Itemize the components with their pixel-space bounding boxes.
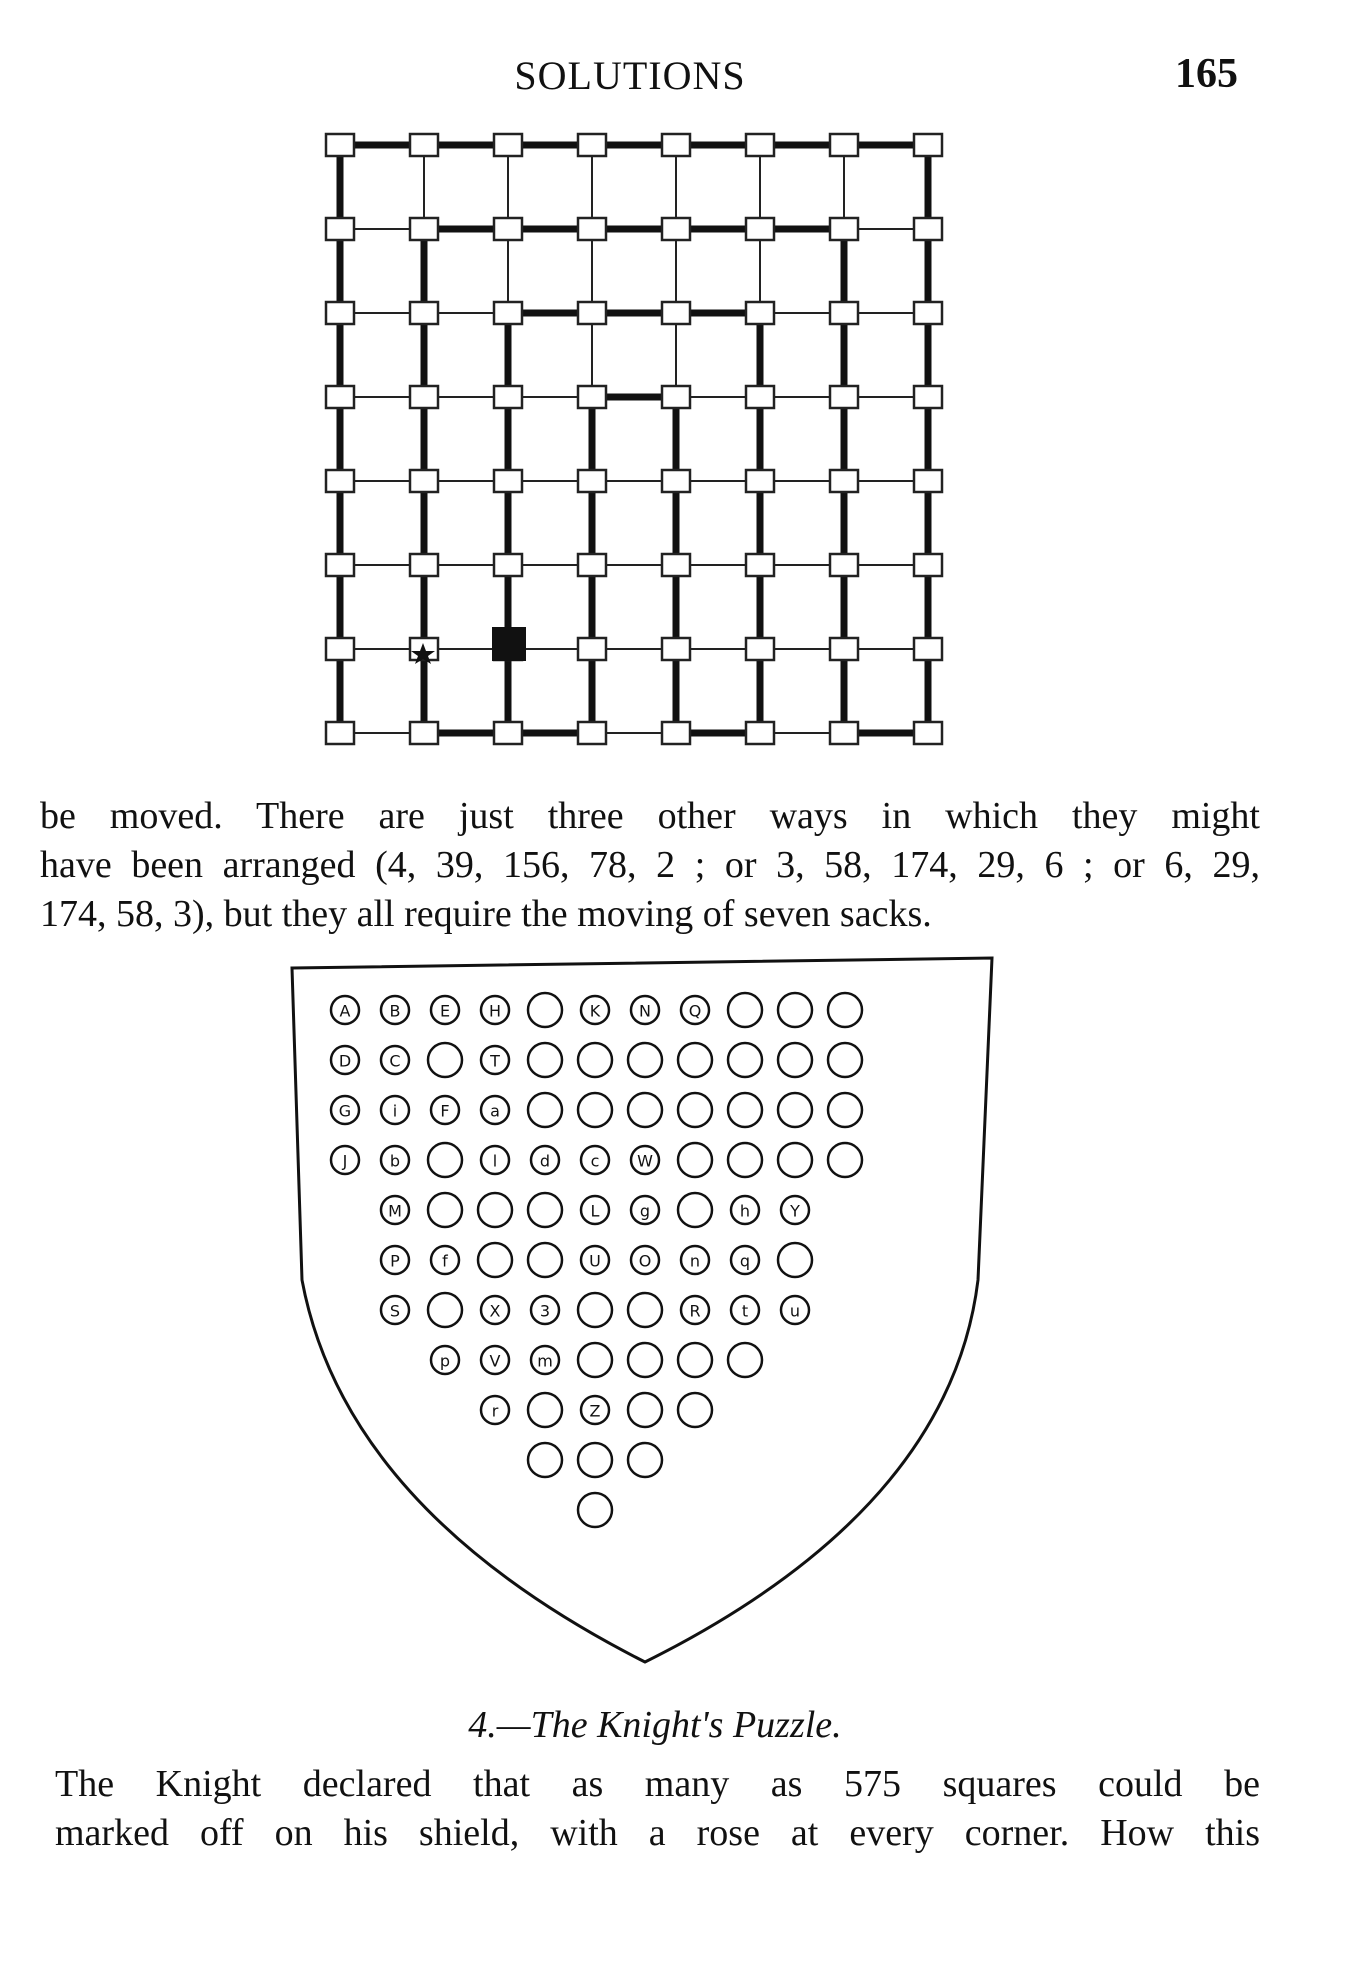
rose-circle <box>578 1293 612 1327</box>
grid-node <box>326 134 354 156</box>
rose <box>381 1246 409 1274</box>
rose-label: t <box>741 1301 749 1321</box>
grid-node <box>326 386 354 408</box>
rose <box>428 1043 462 1077</box>
rose-circle <box>828 993 862 1027</box>
grid-node <box>914 386 942 408</box>
rose-circle <box>628 1443 662 1477</box>
rose-circle <box>728 1343 762 1377</box>
rose-circle <box>528 1443 562 1477</box>
rose <box>578 1093 612 1127</box>
grid-diagram <box>320 125 960 765</box>
rose <box>528 1093 562 1127</box>
rose <box>678 1143 712 1177</box>
rose-label: K <box>589 1001 601 1021</box>
rose <box>731 1296 759 1324</box>
grid-node <box>410 134 438 156</box>
rose <box>728 1043 762 1077</box>
rose <box>528 1443 562 1477</box>
rose <box>781 1196 809 1224</box>
text-line: 174, 58, 3), but they all require the moving of seven sacks. <box>40 893 932 935</box>
text-line: The Knight declared that as many as 575 squares could be <box>55 1763 1260 1805</box>
rose-label: H <box>488 1001 502 1021</box>
rose-label: f <box>442 1251 448 1271</box>
rose <box>481 1146 509 1174</box>
rose <box>778 1043 812 1077</box>
rose-circle <box>628 1093 662 1127</box>
grid-node <box>914 470 942 492</box>
grid-node <box>494 386 522 408</box>
rose-circle <box>678 1043 712 1077</box>
rose <box>481 1046 509 1074</box>
rose <box>631 1246 659 1274</box>
rose-label: h <box>739 1201 751 1221</box>
rose <box>381 1096 409 1124</box>
paragraph-2 <box>55 1760 1260 1858</box>
grid-node <box>494 218 522 240</box>
rose <box>528 1193 562 1227</box>
rose <box>581 1196 609 1224</box>
rose-circle <box>628 1293 662 1327</box>
rose-label: 3 <box>539 1301 551 1321</box>
rose-label: X <box>489 1301 501 1321</box>
grid-node <box>326 218 354 240</box>
rose <box>828 1043 862 1077</box>
rose-circle <box>478 1193 512 1227</box>
rose <box>578 1293 612 1327</box>
rose <box>581 1146 609 1174</box>
grid-node <box>578 134 606 156</box>
grid-node <box>830 218 858 240</box>
rose <box>528 1243 562 1277</box>
grid-node <box>914 722 942 744</box>
rose <box>578 1443 612 1477</box>
grid-node <box>746 722 774 744</box>
rose-circle <box>528 1093 562 1127</box>
rose-circle <box>428 1143 462 1177</box>
rose-circle <box>628 1393 662 1427</box>
rose-label: u <box>789 1301 801 1321</box>
rose-circle <box>528 993 562 1027</box>
grid-node <box>662 554 690 576</box>
rose <box>431 1096 459 1124</box>
rose-label: E <box>439 1001 451 1021</box>
rose-label: a <box>490 1101 500 1121</box>
rose <box>531 1296 559 1324</box>
rose-circle <box>778 993 812 1027</box>
rose <box>428 1143 462 1177</box>
rose <box>428 1293 462 1327</box>
rose <box>728 1143 762 1177</box>
rose <box>528 1043 562 1077</box>
grid-node <box>326 722 354 744</box>
rose <box>331 1096 359 1124</box>
rose-label: n <box>689 1251 701 1271</box>
rose-circle <box>578 1493 612 1527</box>
rose <box>481 1396 509 1424</box>
figure-caption: 4.—The Knight's Puzzle. <box>468 1704 842 1746</box>
rose <box>481 1346 509 1374</box>
rose-label: m <box>537 1351 553 1371</box>
rose-circle <box>428 1193 462 1227</box>
rose <box>431 1246 459 1274</box>
rose <box>581 1396 609 1424</box>
rose <box>431 1346 459 1374</box>
grid-node <box>578 638 606 660</box>
rose <box>331 1146 359 1174</box>
grid-node <box>830 554 858 576</box>
grid-node <box>326 638 354 660</box>
rose <box>428 1193 462 1227</box>
rose <box>778 1143 812 1177</box>
rose <box>628 1343 662 1377</box>
grid-node <box>746 470 774 492</box>
rose <box>778 1243 812 1277</box>
rose-circle <box>678 1193 712 1227</box>
rose-circle <box>528 1393 562 1427</box>
grid-node <box>830 470 858 492</box>
grid-node <box>326 302 354 324</box>
roses <box>331 993 862 1527</box>
grid-node <box>746 302 774 324</box>
rose-circle <box>728 1093 762 1127</box>
grid-node <box>746 554 774 576</box>
rose-label: c <box>590 1151 600 1171</box>
rose-label: F <box>440 1101 450 1121</box>
rose <box>578 1493 612 1527</box>
rose <box>381 996 409 1024</box>
grid-node <box>662 386 690 408</box>
grid-node <box>746 638 774 660</box>
grid-node <box>494 134 522 156</box>
grid-node <box>494 470 522 492</box>
rose <box>631 1196 659 1224</box>
rose-label: W <box>637 1151 653 1171</box>
rose <box>581 996 609 1024</box>
rose-label: l <box>492 1151 498 1171</box>
rose <box>828 1143 862 1177</box>
rose <box>628 1093 662 1127</box>
page-title: SOLUTIONS <box>514 53 746 98</box>
grid-node <box>410 722 438 744</box>
rose-circle <box>428 1293 462 1327</box>
grid-node <box>662 134 690 156</box>
grid-node <box>578 722 606 744</box>
rose-circle <box>478 1243 512 1277</box>
text-line: be moved. There are just three other ways in which they might <box>40 795 1260 837</box>
rose-label: b <box>389 1151 401 1171</box>
rose-circle <box>578 1343 612 1377</box>
page-number: 165 <box>1175 51 1238 97</box>
rose-circle <box>778 1093 812 1127</box>
rose-label: p <box>439 1351 451 1371</box>
grid-node <box>914 302 942 324</box>
rose-circle <box>728 1143 762 1177</box>
grid-node <box>830 638 858 660</box>
rose-circle <box>528 1243 562 1277</box>
rose <box>578 1043 612 1077</box>
grid-node <box>494 302 522 324</box>
rose-circle <box>578 1093 612 1127</box>
rose-label: C <box>389 1051 401 1071</box>
rose-circle <box>528 1043 562 1077</box>
rose <box>528 1393 562 1427</box>
rose <box>631 1146 659 1174</box>
grid-node <box>914 134 942 156</box>
rose-label: T <box>490 1051 500 1071</box>
rose <box>778 993 812 1027</box>
rose-label: U <box>589 1251 601 1271</box>
grid-node <box>410 554 438 576</box>
rose-label: A <box>339 1001 351 1021</box>
rose <box>678 1343 712 1377</box>
rose-circle <box>778 1243 812 1277</box>
rose <box>531 1346 559 1374</box>
rose <box>678 1193 712 1227</box>
rose <box>681 996 709 1024</box>
rose <box>728 1093 762 1127</box>
rose-label: i <box>392 1101 398 1121</box>
rose-label: G <box>338 1101 352 1121</box>
grid-node <box>410 302 438 324</box>
paragraph-1 <box>40 792 1260 939</box>
grid-node <box>578 302 606 324</box>
grid-node <box>914 218 942 240</box>
rose <box>728 1343 762 1377</box>
rose <box>581 1246 609 1274</box>
rose <box>731 1246 759 1274</box>
rose-circle <box>628 1343 662 1377</box>
grid-node <box>494 554 522 576</box>
rose <box>381 1046 409 1074</box>
rose <box>631 996 659 1024</box>
text-line: have been arranged (4, 39, 156, 78, 2 ; or 3, 58, 174, 29, 6 ; or 6, 29, <box>40 844 1260 886</box>
grid-node <box>662 722 690 744</box>
rose <box>628 1443 662 1477</box>
grid-node <box>578 470 606 492</box>
rose-label: R <box>689 1301 701 1321</box>
rose-label: d <box>539 1151 551 1171</box>
grid-node <box>662 470 690 492</box>
rose <box>628 1293 662 1327</box>
rose-circle <box>428 1043 462 1077</box>
rose-circle <box>628 1043 662 1077</box>
rose-label: B <box>389 1001 401 1021</box>
grid-node <box>578 554 606 576</box>
solid-square-marker <box>492 627 526 661</box>
rose <box>828 1093 862 1127</box>
rose <box>481 1096 509 1124</box>
rose <box>681 1246 709 1274</box>
rose-circle <box>728 1043 762 1077</box>
rose-label: q <box>739 1251 751 1271</box>
rose <box>478 1193 512 1227</box>
rose <box>678 1093 712 1127</box>
grid-node <box>830 386 858 408</box>
grid-node <box>410 386 438 408</box>
grid-node <box>326 470 354 492</box>
rose-circle <box>678 1393 712 1427</box>
grid-node <box>578 386 606 408</box>
rose-circle <box>778 1143 812 1177</box>
rose-circle <box>678 1093 712 1127</box>
rose-circle <box>828 1093 862 1127</box>
rose-label: P <box>390 1251 400 1271</box>
grid-node <box>662 638 690 660</box>
rose-label: N <box>639 1001 651 1021</box>
rose <box>678 1393 712 1427</box>
rose <box>678 1043 712 1077</box>
rose-label: M <box>388 1201 402 1221</box>
rose <box>481 1296 509 1324</box>
rose <box>531 1146 559 1174</box>
rose-label: S <box>389 1301 401 1321</box>
shield-diagram <box>280 950 1020 1690</box>
rose <box>381 1296 409 1324</box>
grid-node <box>830 302 858 324</box>
rose <box>331 996 359 1024</box>
grid-node <box>410 218 438 240</box>
rose <box>381 1146 409 1174</box>
rose-label: Q <box>688 1001 702 1021</box>
rose-label: Z <box>589 1401 601 1421</box>
grid-node <box>830 134 858 156</box>
text-line: marked off on his shield, with a rose at every corner. How this <box>55 1812 1260 1854</box>
rose <box>381 1196 409 1224</box>
grid-node <box>746 218 774 240</box>
rose-circle <box>778 1043 812 1077</box>
rose <box>431 996 459 1024</box>
rose <box>478 1243 512 1277</box>
grid-node <box>662 218 690 240</box>
rose-circle <box>678 1143 712 1177</box>
rose <box>778 1093 812 1127</box>
rose-circle <box>828 1143 862 1177</box>
rose <box>331 1046 359 1074</box>
rose-circle <box>678 1343 712 1377</box>
grid-node <box>494 722 522 744</box>
rose <box>578 1343 612 1377</box>
rose-label: Y <box>790 1201 800 1221</box>
grid-node <box>662 302 690 324</box>
rose-label: r <box>491 1401 499 1421</box>
rose <box>481 996 509 1024</box>
grid-node <box>746 386 774 408</box>
rose-circle <box>578 1443 612 1477</box>
grid-node <box>914 554 942 576</box>
rose-label: D <box>338 1051 352 1071</box>
grid-node <box>914 638 942 660</box>
rose <box>628 1393 662 1427</box>
grid-node <box>830 722 858 744</box>
grid-node <box>326 554 354 576</box>
rose-label: g <box>639 1201 651 1221</box>
rose-label: V <box>489 1351 501 1371</box>
grid-node <box>578 218 606 240</box>
rose-label: L <box>590 1201 600 1221</box>
rose-label: J <box>342 1151 348 1171</box>
grid-node <box>410 470 438 492</box>
grid-node <box>746 134 774 156</box>
rose <box>528 993 562 1027</box>
rose <box>828 993 862 1027</box>
rose <box>731 1196 759 1224</box>
rose-label: O <box>638 1251 652 1271</box>
rose-circle <box>828 1043 862 1077</box>
rose-circle <box>528 1193 562 1227</box>
rose <box>781 1296 809 1324</box>
rose-circle <box>578 1043 612 1077</box>
rose-circle <box>728 993 762 1027</box>
rose <box>728 993 762 1027</box>
rose <box>628 1043 662 1077</box>
rose <box>681 1296 709 1324</box>
